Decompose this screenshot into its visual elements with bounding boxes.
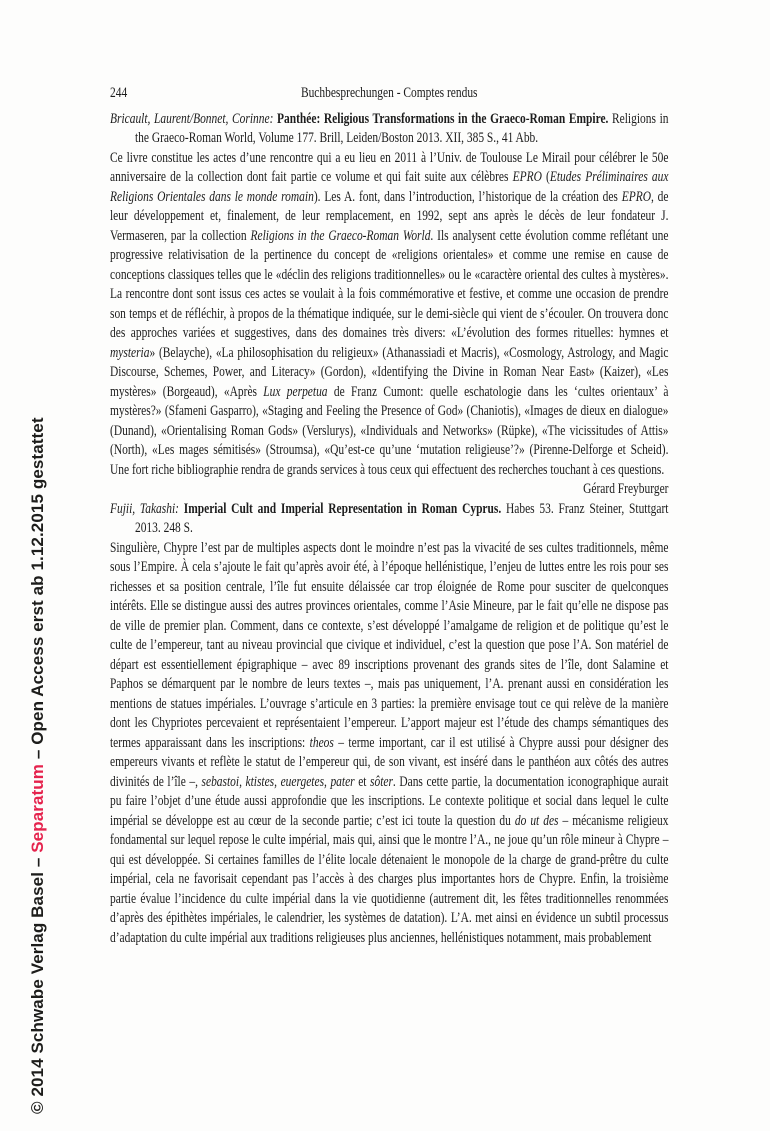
text-segment: – mécanisme religieux fondamental sur lequel repose le culte impérial, mais qui, ainsi que le montre l’A., ne joue qu’un rôle mineur à Chypre – qui est développée. Si certaines familles de l’élite locale détenaient le monopole de la charge de grand-prêtre du culte impérial, cela ne favorisait cependant pas l’accès à des charges plus importantes hors de Chypre. Enfin, la troisième partie évalue l’incidence du culte impérial dans la vie quotidienne (autrement dit, les fêtes traditionnelles renommées d’après des épithètes impériales, le calendrier, les systèmes de datation). L’A. met ainsi en évidence un subtil processus d’adaptation du culte impérial aux traditions religieuses plus anciennes, hellénistiques notamment, mais probablement <box>110 812 669 946</box>
copyright-sidebar <box>28 417 48 1114</box>
review <box>110 500 668 949</box>
text-segment: Etudes Préliminaires aux Religions Orientales dans le monde romain <box>110 169 669 205</box>
review <box>110 110 669 497</box>
text-segment: , de leur développement et, finalement, de leur remplacement, en 1992, sept ans après le décès de leur fondateur J. Vermaseren, par la collection <box>110 188 669 244</box>
text-segment: sebastoi, ktistes, euergetes, pater <box>201 773 355 790</box>
text-segment: . Dans cette partie, la documentation iconographique aurait pu faire l’objet d’une étude aussi approfondie que les inscriptions. Le contexte politique et social dans lequel le culte impérial se développe est au cœur de la seconde partie; c’est ici toute la question du <box>110 773 669 829</box>
text-segment: Fujii, Takashi: <box>110 500 184 517</box>
text-segment: » (Belayche), «La philosophisation du religieux» (Athanassiadi et Macris), «Cosmology, Astrology, and Magic Discourse, Schemes, Power, and Literacy» (Gordon), «Identifying the Divine in Roman Near East» (Kaizer), «Les mystères» (Borgeaud), «Après <box>110 344 669 400</box>
review-body <box>110 539 668 949</box>
page-header <box>110 84 668 104</box>
text-segment: Religions in the Graeco-Roman World, Volume 177. Brill, Leiden/Boston 2013. XII, 385 S., 41 Abb. <box>134 110 669 146</box>
text-segment: Imperial Cult and Imperial Representation in Roman Cyprus. <box>183 500 507 517</box>
text-segment: Panthée: Religious Transformations in the Graeco-Roman Empire. <box>277 110 613 127</box>
text-segment: de Franz Cumont: quelle eschatologie dans les ‘cultes orientaux’ à mystères?» (Sfameni Gasparro), «Staging and Feeling the Presence of God» (Chaniotis), «Images de dieux en dialogue» (Dunand), «Orientalising Roman Gods» (Verslurys), «Individuals and Networks» (Rüpke), «The vicissitudes of Attis» (North), «Les mages sémitisés» (Stroumsa), «Qu’est-ce qu’une ‘mutation religieuse’?» (Pirenne-Delforge et Scheid). Une fort riche bibliographie rendra de grands services à tous ceux qui effectuent des recherches touchant à ces questions. <box>110 383 669 478</box>
page-number: 244 <box>110 85 128 101</box>
text-segment: ( <box>541 169 550 185</box>
text-segment: Singulière, Chypre l’est par de multiples aspects dont le moindre n’est pas la vivacité de ses cultes traditionnels, même sous l’Empire. À cela s’ajoute le fait qu’après avoir été, à l’époque hellénistique, l’enjeu de luttes entre les rois pour ses richesses et sa position centrale, l’île fut ensuite délaissée car trop éloignée de Rome pour susciter de quelconques intérêts. Elle se distingue aussi des autres provinces orientales, comme l’Asie Mineure, par le fait qu’elle ne dispose pas de ville de premier plan. Comment, dans ce contexte, s’est développé l’amalgame de religion et de politique qu’est le culte de l’empereur, tant au niveau provincial que civique et individuel, c’est la question que pose l’A. Son matériel de départ est essentiellement épigraphique – avec 89 inscriptions provenant des grands sites de l’île, dont Salamine et Paphos se démarquent par le nombre de leurs textes –, mais pas uniquement, l’A. prenant aussi en considération les mentions de statues impériales. L’ouvrage s’articule en 3 parties: la première envisage tout ce qui relève de la manière dont les Chypriotes percevaient et représentaient l’empereur. L’apport majeur est l’étude des champs sémantiques des termes apparaissant dans les inscriptions: <box>110 539 669 751</box>
text-segment: ). Les A. font, dans l’introduction, l’historique de la création des <box>313 188 622 205</box>
text-segment: Religions in the Graeco-Roman World <box>250 227 431 244</box>
text-segment: et <box>354 773 371 790</box>
text-segment: . Ils analysent cette évolution comme reflétant une progressive relativisation de la pertinence du concept de «religions orientales» et comme une remise en cause de conceptions classiques telles que le «déclin des religions traditionnelles» ou le «caractère oriental des cultes à mystères». La rencontre dont sont issus ces actes se voulait à la fois commémorative et festive, et comme une occasion de prendre son temps et de réfléchir, à propos de la thématique indiquée, sur le demi-siècle qui vient de s’écouler. On trouvera donc des approches variées et suggestives, dans des domaines très divers: «L’évolution des formes rituelles: hymnes et <box>110 227 669 341</box>
text-segment: Lux perpetua <box>263 383 328 400</box>
text-segment: EPRO <box>512 169 542 185</box>
text-segment: do ut des <box>514 812 559 829</box>
book-reviews <box>110 110 668 949</box>
text-segment: Ce livre constitue les actes d’une rencontre qui a eu lieu en 2011 à l’Univ. de Toulouse Le Mirail pour célébrer le 50e anniversaire de la collection dont fait partie ce volume et qui fait suite aux célèbres <box>110 149 669 185</box>
text-segment: EPRO <box>621 188 651 205</box>
text-segment: sôter <box>370 773 393 790</box>
sidebar-separatum-label: Separatum <box>28 764 47 853</box>
review-body <box>110 149 669 497</box>
text-column <box>110 84 668 948</box>
sidebar-open-access-text: – Open Access erst ab 1.12.2015 gestattet <box>28 417 47 764</box>
running-title: Buchbesprechungen - Comptes rendus <box>300 85 478 101</box>
text-segment: Habes 53. Franz Steiner, Stuttgart 2013. 248 S. <box>134 500 669 536</box>
review-heading <box>110 500 668 539</box>
review-signature: Gérard Freyburger <box>583 481 669 497</box>
sidebar-copyright-text: © 2014 Schwabe Verlag Basel – <box>28 852 47 1114</box>
review-heading <box>110 110 668 149</box>
text-segment: mysteria <box>110 344 150 361</box>
text-segment: Bricault, Laurent/Bonnet, Corinne: <box>110 110 278 127</box>
text-segment: – terme important, car il est utilisé à Chypre aussi pour désigner des empereurs vivants et reflète le statut de l’empereur qui, de son vivant, est inséré dans le panthéon aux côtés des autres divinités de l’île –, <box>110 734 669 790</box>
text-segment: theos <box>309 734 334 751</box>
